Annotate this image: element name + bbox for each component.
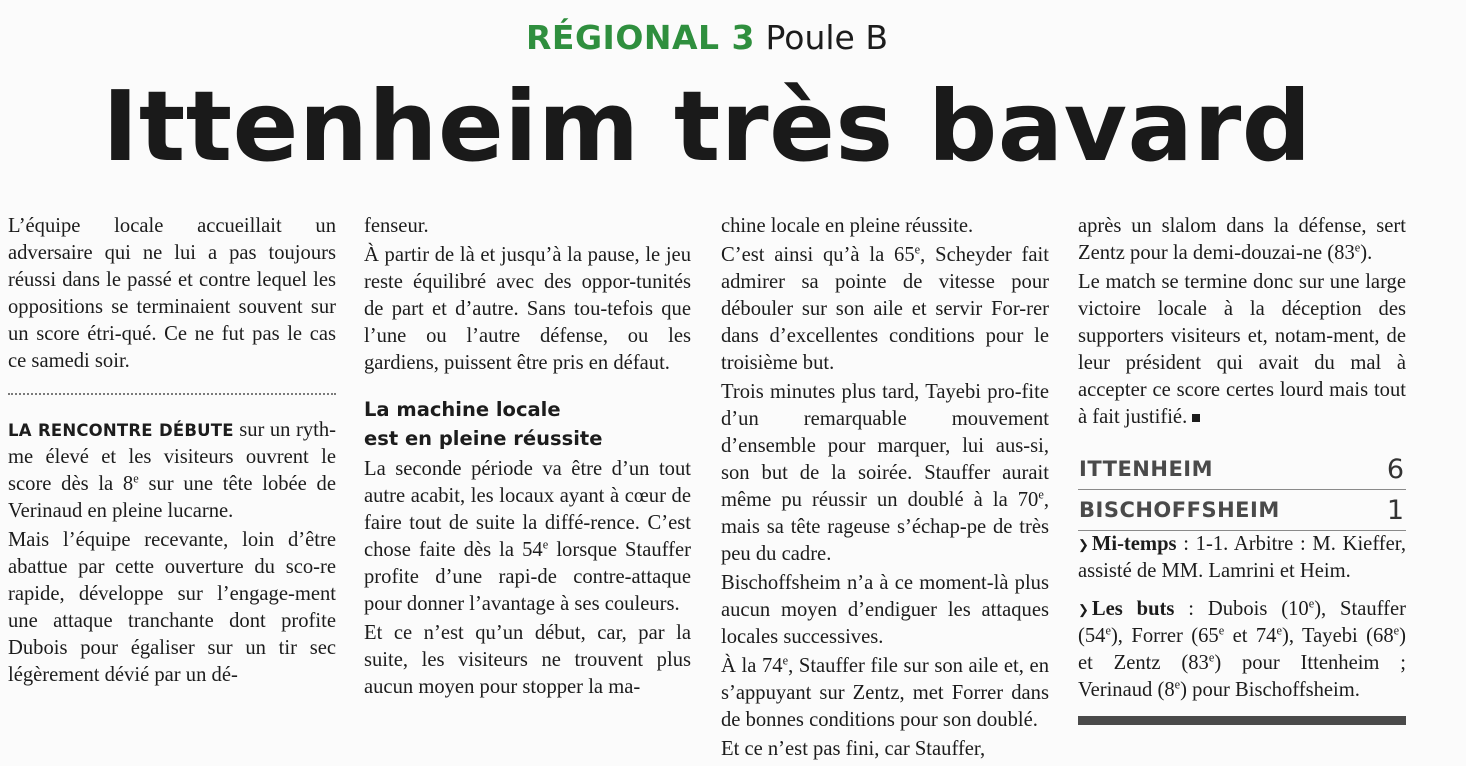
score-box (1078, 449, 1406, 531)
chevron-right-icon: ❯ (1078, 602, 1089, 617)
article-lead: L’équipe locale accueillait un adversaire qui ne lui a pas toujours réussi dans le passé et contre lequel les oppositions se terminaient souvent sur un score étri-qué. Ce ne fut pas le cas ce samedi soir. (8, 215, 336, 372)
paragraph: Et ce n’est qu’un début, car, par la suite, les visiteurs ne trouvent plus aucun moyen pour stopper la ma- (364, 622, 691, 698)
paragraph: Mais l’équipe recevante, loin d’être abattue par cette ouverture du sco-re rapide, développe sur l’engage-ment une attaque tranchante dont profite Dubois pour égaliser sur un tir sec légèrement dévié par un dé- (8, 529, 336, 686)
paragraph: La seconde période va être d’un tout autre acabit, les locaux ayant à cœur de faire tout de suite la diffé-rence. C’est chose faite dès la 54e lorsque Stauffer profite d’une rapi-de contre-attaque pour donner l’avantage à ses couleurs. (364, 458, 691, 615)
score-row-away (1078, 490, 1406, 531)
paragraph: Le match se termine donc sur une large victoire locale à la déception des supporters visiteurs et, notam-ment, de leur président qui avait du mal à accepter ce score certes lourd mais tout à fait justifié. (1078, 271, 1406, 428)
section-rubric: RÉGIONAL 3 (526, 18, 756, 57)
section-kicker (0, 16, 1414, 60)
score-box-bottom-bar (1078, 716, 1406, 725)
article-column-3 (721, 213, 1049, 763)
goals-info: ❯ Les buts : Dubois (10e), Stauffer (54e), Forrer (65e et 74e), Tayebi (68e) et Zentz (83e) pour Ittenheim ; Verinaud (8e) pour Bischoffsheim. (1078, 596, 1407, 701)
score-row-home (1078, 449, 1406, 490)
end-of-article-mark (1192, 414, 1200, 422)
paragraph: fenseur. (364, 215, 429, 237)
paragraph: À la 74e, Stauffer file sur son aile et, en s’appuyant sur Zentz, met Forrer dans de bonnes conditions pour son doublé. (721, 653, 1049, 731)
article-column-4 (1078, 213, 1406, 725)
paragraph: LA RENCONTRE DÉBUTE sur un ryth-me élevé et les visiteurs ouvrent le score dès la 8e sur une tête lobée de Verinaud en pleine lucarne. (8, 419, 336, 522)
away-team-goals: 1 (1386, 494, 1404, 526)
paragraph: chine locale en pleine réussite. (721, 215, 974, 237)
away-team-name: BISCHOFFSHEIM (1079, 498, 1280, 522)
home-team-goals: 6 (1386, 453, 1404, 485)
paragraph: Trois minutes plus tard, Tayebi pro-fite d’un remarquable mouvement d’ensemble pour marquer, lui aus-si, son but de la soirée. Stauffer aurait même pu réussir un doublé à la 70e, mais sa tête rageuse s’échap-pe de très peu du cadre. (721, 381, 1049, 565)
lead-separator (8, 393, 336, 395)
home-team-name: ITTENHEIM (1079, 457, 1213, 481)
article-subhead: La machine locale est en pleine réussite (364, 398, 603, 450)
paragraph: Et ce n’est pas fini, car Stauffer, (721, 738, 986, 760)
article-column-2 (364, 213, 691, 701)
paragraph: Bischoffsheim n’a à ce moment-là plus aucun moyen d’endiguer les attaques locales successives. (721, 572, 1049, 648)
run-in-caps: LA RENCONTRE DÉBUTE (8, 421, 234, 440)
section-subrubric: Poule B (765, 18, 888, 57)
paragraph: après un slalom dans la défense, sert Zentz pour la demi-douzai-ne (83e). (1078, 215, 1406, 264)
chevron-right-icon: ❯ (1078, 537, 1089, 552)
halftime-info: ❯ Mi-temps : 1-1. Arbitre : M. Kieffer, assisté de MM. Lamrini et Heim. (1078, 533, 1406, 582)
article-headline: Ittenheim très bavard (102, 70, 1312, 183)
article-column-1 (8, 213, 336, 689)
paragraph: À partir de là et jusqu’à la pause, le jeu reste équilibré avec des oppor-tunités de part et d’autre. Sans tou-tefois que l’une ou l’autre défense, ou les gardiens, puissent être pris en défaut. (364, 244, 691, 374)
paragraph: C’est ainsi qu’à la 65e, Scheyder fait admirer sa pointe de vitesse pour débouler sur son aile et servir For-rer dans d’excellentes conditions pour le troisième but. (721, 242, 1049, 374)
